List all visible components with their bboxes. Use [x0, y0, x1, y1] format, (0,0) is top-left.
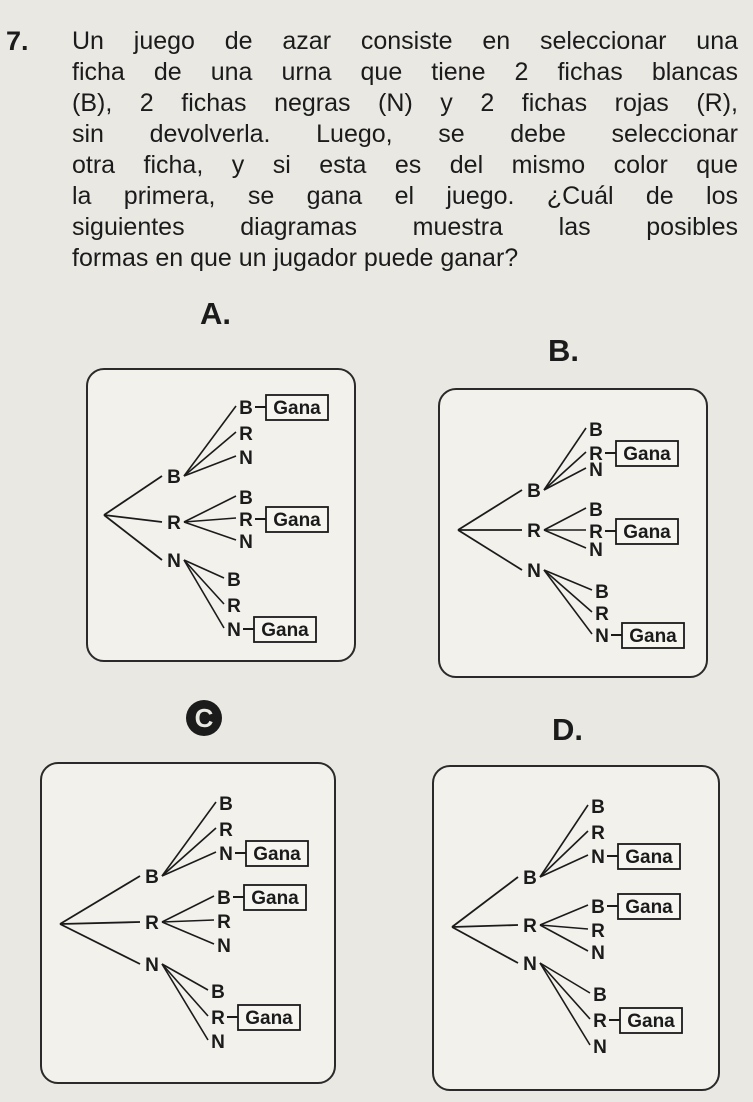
outcome-label: B: [589, 500, 603, 521]
option-a-diagram[interactable]: [86, 368, 356, 662]
tree-outcome-line: [162, 922, 214, 944]
outcome-label: R: [227, 596, 241, 617]
outcome-label: B: [593, 985, 607, 1006]
tree-outcome-line: [540, 963, 590, 993]
outcome-label: R: [591, 921, 605, 942]
tree-outcome-line: [162, 964, 208, 1040]
question-line: ficha de una urna que tiene 2 fichas blancas: [72, 58, 738, 86]
tree-outcome-line: [544, 530, 586, 548]
gana-label: Gana: [629, 626, 677, 647]
option-a-label[interactable]: A.: [200, 296, 231, 331]
tree-outcome-line: [184, 560, 224, 628]
outcome-label: N: [591, 847, 605, 868]
outcome-label: B: [591, 797, 605, 818]
gana-label: Gana: [623, 522, 671, 543]
outcome-label: R: [589, 522, 603, 543]
tree-outcome-line: [544, 570, 592, 612]
outcome-label: R: [217, 912, 231, 933]
outcome-label: B: [239, 398, 253, 419]
tree-branch-line: [60, 922, 140, 924]
tree-branch-line: [60, 876, 140, 924]
tree-outcome-line: [544, 428, 586, 490]
tree-outcome-line: [184, 560, 224, 604]
outcome-label: B: [239, 488, 253, 509]
question-line: la primera, se gana el juego. ¿Cuál de los: [72, 182, 738, 210]
option-c-diagram[interactable]: [40, 762, 336, 1084]
question-line: siguientes diagramas muestra las posibles: [72, 213, 738, 241]
branch-label: B: [527, 481, 541, 502]
tree-branch-line: [452, 925, 518, 927]
gana-label: Gana: [625, 847, 673, 868]
tree-outcome-line: [162, 828, 216, 876]
branch-label: N: [523, 954, 537, 975]
gana-label: Gana: [251, 888, 299, 909]
gana-label: Gana: [273, 398, 321, 419]
outcome-label: B: [595, 582, 609, 603]
outcome-label: N: [219, 844, 233, 865]
outcome-label: R: [239, 424, 253, 445]
outcome-label: R: [219, 820, 233, 841]
outcome-label: B: [217, 888, 231, 909]
outcome-label: N: [595, 626, 609, 647]
tree-svg: [42, 764, 334, 1082]
gana-label: Gana: [627, 1011, 675, 1032]
gana-label: Gana: [625, 897, 673, 918]
option-b-diagram[interactable]: [438, 388, 708, 678]
branch-label: R: [527, 521, 541, 542]
outcome-label: B: [591, 897, 605, 918]
outcome-label: N: [239, 532, 253, 553]
tree-branch-line: [458, 490, 522, 530]
outcome-label: R: [211, 1008, 225, 1029]
tree-branch-line: [60, 924, 140, 964]
outcome-label: N: [211, 1032, 225, 1053]
tree-branch-line: [452, 927, 518, 963]
branch-label: B: [167, 467, 181, 488]
option-b-label[interactable]: B.: [548, 333, 579, 368]
outcome-label: R: [589, 444, 603, 465]
tree-outcome-line: [184, 432, 236, 476]
question-line: otra ficha, y si esta es del mismo color que: [72, 151, 738, 179]
gana-label: Gana: [245, 1008, 293, 1029]
outcome-label: N: [591, 943, 605, 964]
outcome-label: B: [589, 420, 603, 441]
branch-label: R: [145, 913, 159, 934]
tree-outcome-line: [162, 920, 214, 922]
branch-label: N: [167, 551, 181, 572]
outcome-label: R: [593, 1011, 607, 1032]
gana-label: Gana: [273, 510, 321, 531]
outcome-label: N: [589, 540, 603, 561]
outcome-label: B: [219, 794, 233, 815]
outcome-label: R: [591, 823, 605, 844]
question-line: (B), 2 fichas negras (N) y 2 fichas rojas (R),: [72, 89, 738, 117]
tree-outcome-line: [540, 905, 588, 925]
outcome-label: N: [239, 448, 253, 469]
outcome-label: R: [595, 604, 609, 625]
tree-outcome-line: [540, 831, 588, 877]
gana-label: Gana: [253, 844, 301, 865]
outcome-label: N: [589, 460, 603, 481]
gana-label: Gana: [623, 444, 671, 465]
gana-label: Gana: [261, 620, 309, 641]
tree-svg: [434, 767, 718, 1089]
outcome-label: N: [593, 1037, 607, 1058]
question-text: [72, 26, 738, 274]
question-line: formas en que un jugador puede ganar?: [72, 244, 519, 272]
branch-label: N: [527, 561, 541, 582]
branch-label: R: [167, 513, 181, 534]
outcome-label: B: [211, 982, 225, 1003]
tree-outcome-line: [162, 964, 208, 990]
outcome-label: N: [217, 936, 231, 957]
branch-label: B: [523, 868, 537, 889]
question-number: 7.: [6, 26, 29, 56]
tree-outcome-line: [162, 802, 216, 876]
option-d-label[interactable]: D.: [552, 712, 583, 747]
tree-branch-line: [452, 877, 518, 927]
tree-outcome-line: [162, 896, 214, 922]
branch-label: B: [145, 867, 159, 888]
tree-svg: [88, 370, 354, 660]
outcome-label: B: [227, 570, 241, 591]
tree-outcome-line: [544, 508, 586, 530]
question-line: sin devolverla. Luego, se debe seleccionar: [72, 120, 738, 148]
outcome-label: R: [239, 510, 253, 531]
tree-outcome-line: [540, 963, 590, 1019]
option-d-diagram[interactable]: [432, 765, 720, 1091]
tree-outcome-line: [540, 963, 590, 1045]
outcome-label: N: [227, 620, 241, 641]
tree-branch-line: [458, 530, 522, 570]
tree-outcome-line: [162, 964, 208, 1016]
branch-label: N: [145, 955, 159, 976]
question-line: Un juego de azar consiste en seleccionar una: [72, 27, 738, 55]
tree-branch-line: [104, 476, 162, 515]
tree-outcome-line: [184, 522, 236, 540]
option-c-selected-mark[interactable]: C: [186, 700, 222, 736]
tree-svg: [440, 390, 706, 676]
branch-label: R: [523, 916, 537, 937]
